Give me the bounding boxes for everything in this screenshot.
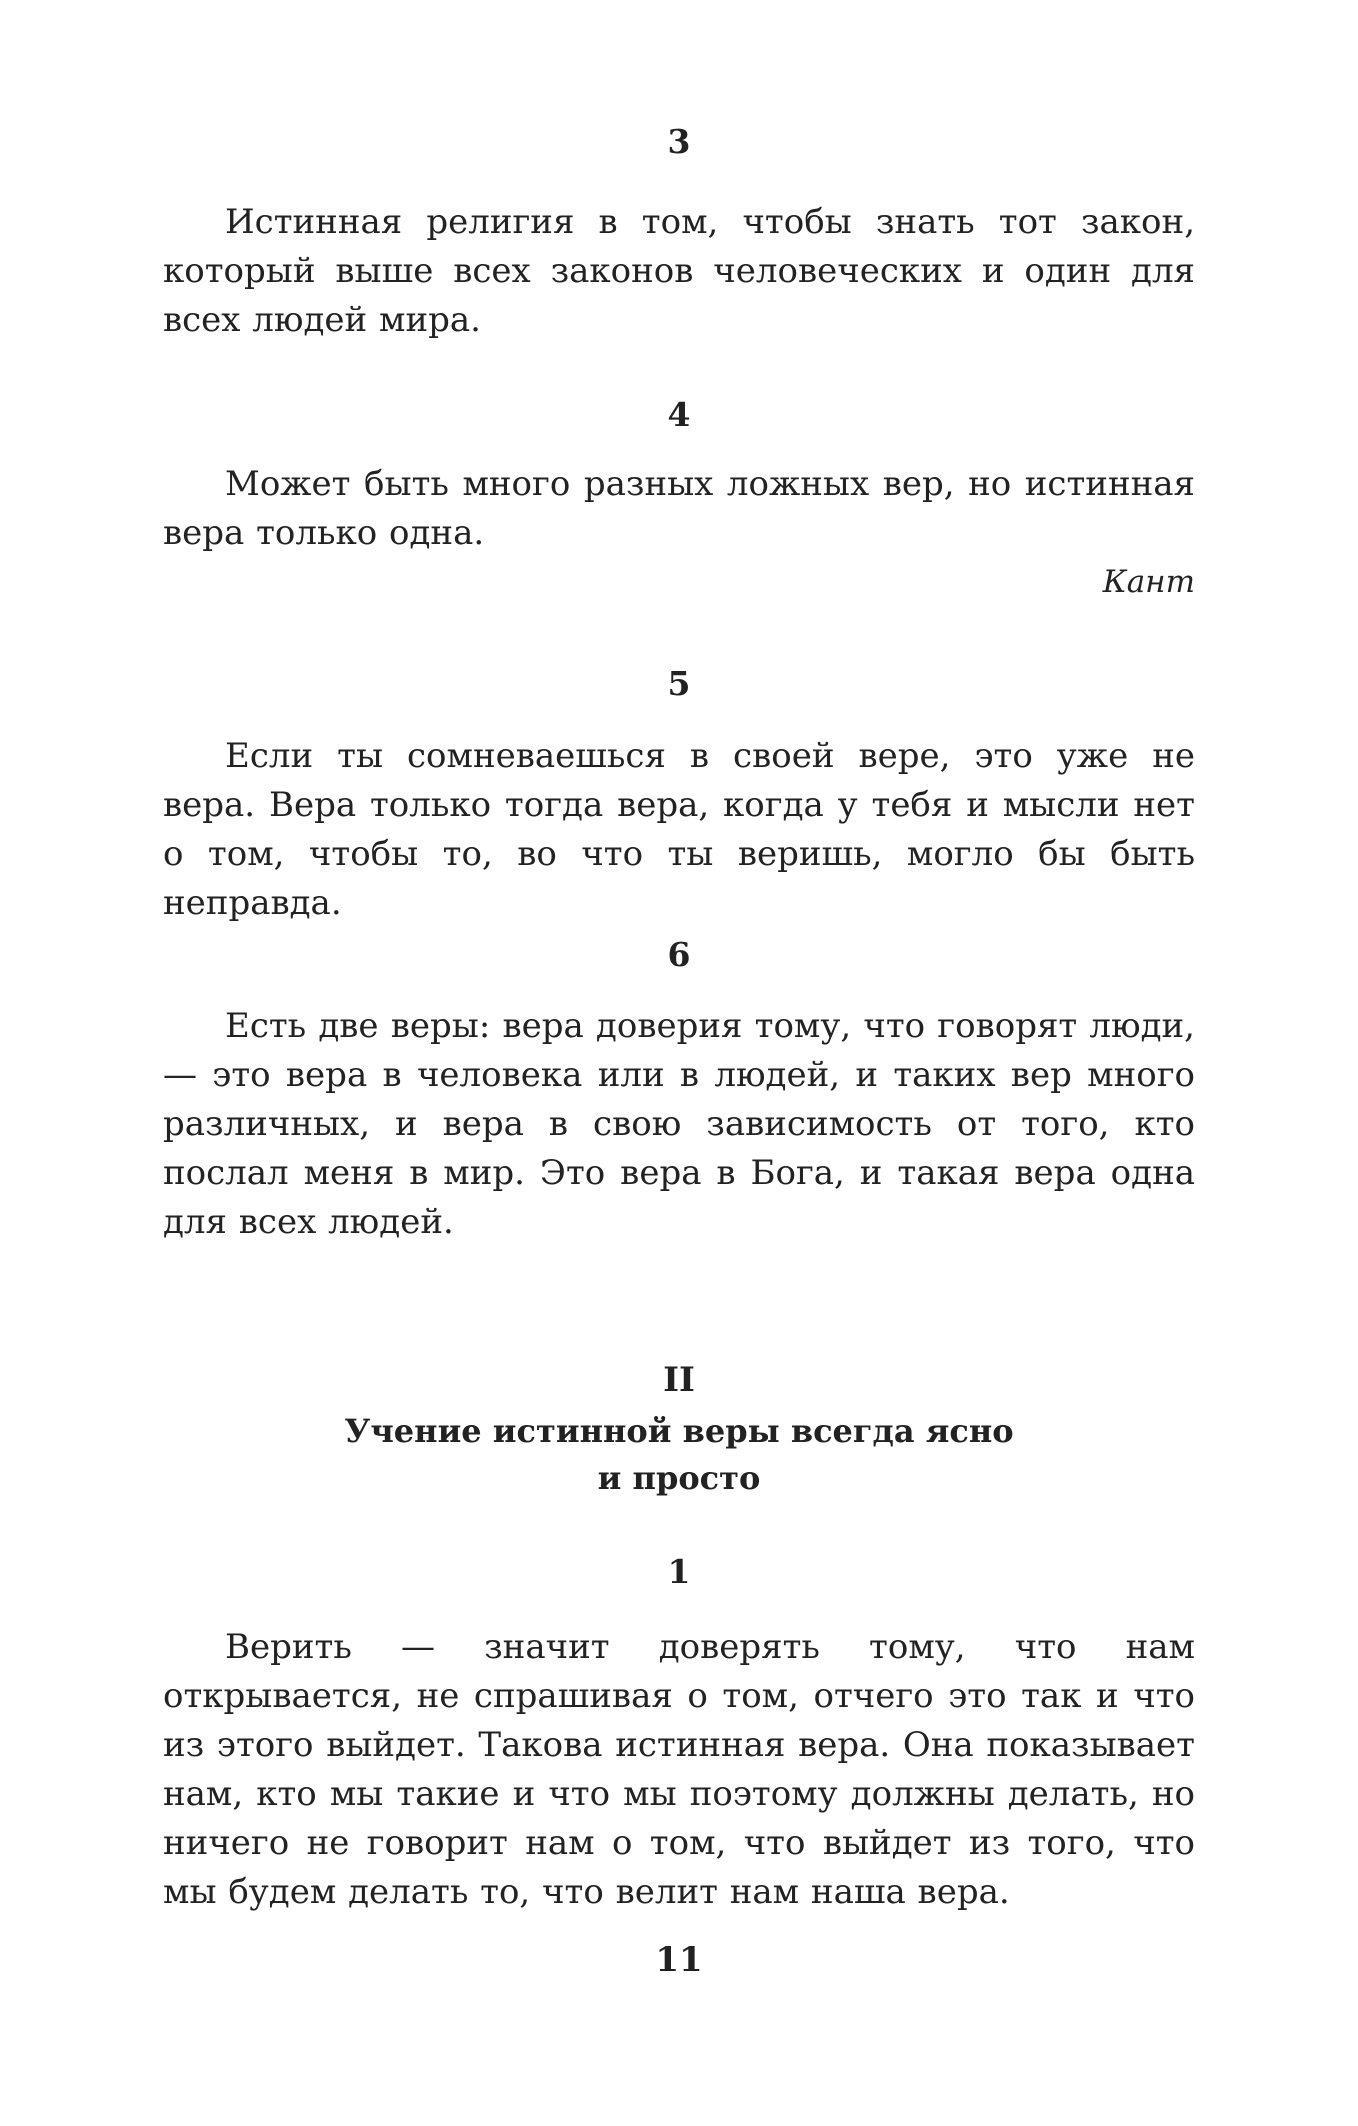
section-text: Есть две веры: вера доверия тому, что говорят люди, — это вера в человека или в людей, и таких вер много различных, и вера в свою зависимость от того, кто послал меня в мир. Это вера в Бога, и такая вера одна для всех людей. xyxy=(163,1006,1195,1242)
section-text: Может быть много разных ложных вер, но истинная вера только одна. xyxy=(163,464,1195,553)
section-text: Верить — значит доверять тому, что нам открывается, не спрашивая о том, отчего это так и что из этого выйдет. Такова истинная вера. Она показывает нам, кто мы такие и что мы поэтому должны делать, но ничего не говорит нам о том, что выйдет из того, что мы будем делать то, что велит нам наша вера. xyxy=(163,1627,1195,1912)
chapter-numeral: II xyxy=(663,1360,695,1400)
chapter-title-line1: Учение истинной веры всегда ясно xyxy=(344,1412,1014,1450)
section-number: 1 xyxy=(667,1552,691,1591)
text-column xyxy=(163,0,1195,2126)
section-number: 6 xyxy=(667,935,691,974)
section-text: Если ты сомневаешься в своей вере, это уже не вера. Вера только тогда вера, когда у тебя и мысли нет о том, чтобы то, во что ты веришь, могло бы быть неправда. xyxy=(163,736,1195,923)
page-number: 11 xyxy=(655,1940,703,1980)
section-number: 3 xyxy=(667,122,691,161)
section-text: Истинная религия в том, чтобы знать тот закон, который выше всех законов человеческих и один для всех людей мира. xyxy=(163,202,1195,340)
section-number: 4 xyxy=(667,395,691,434)
chapter-title-line2: и просто xyxy=(597,1459,761,1497)
section-number: 5 xyxy=(667,664,691,703)
attribution: Кант xyxy=(1102,564,1195,600)
